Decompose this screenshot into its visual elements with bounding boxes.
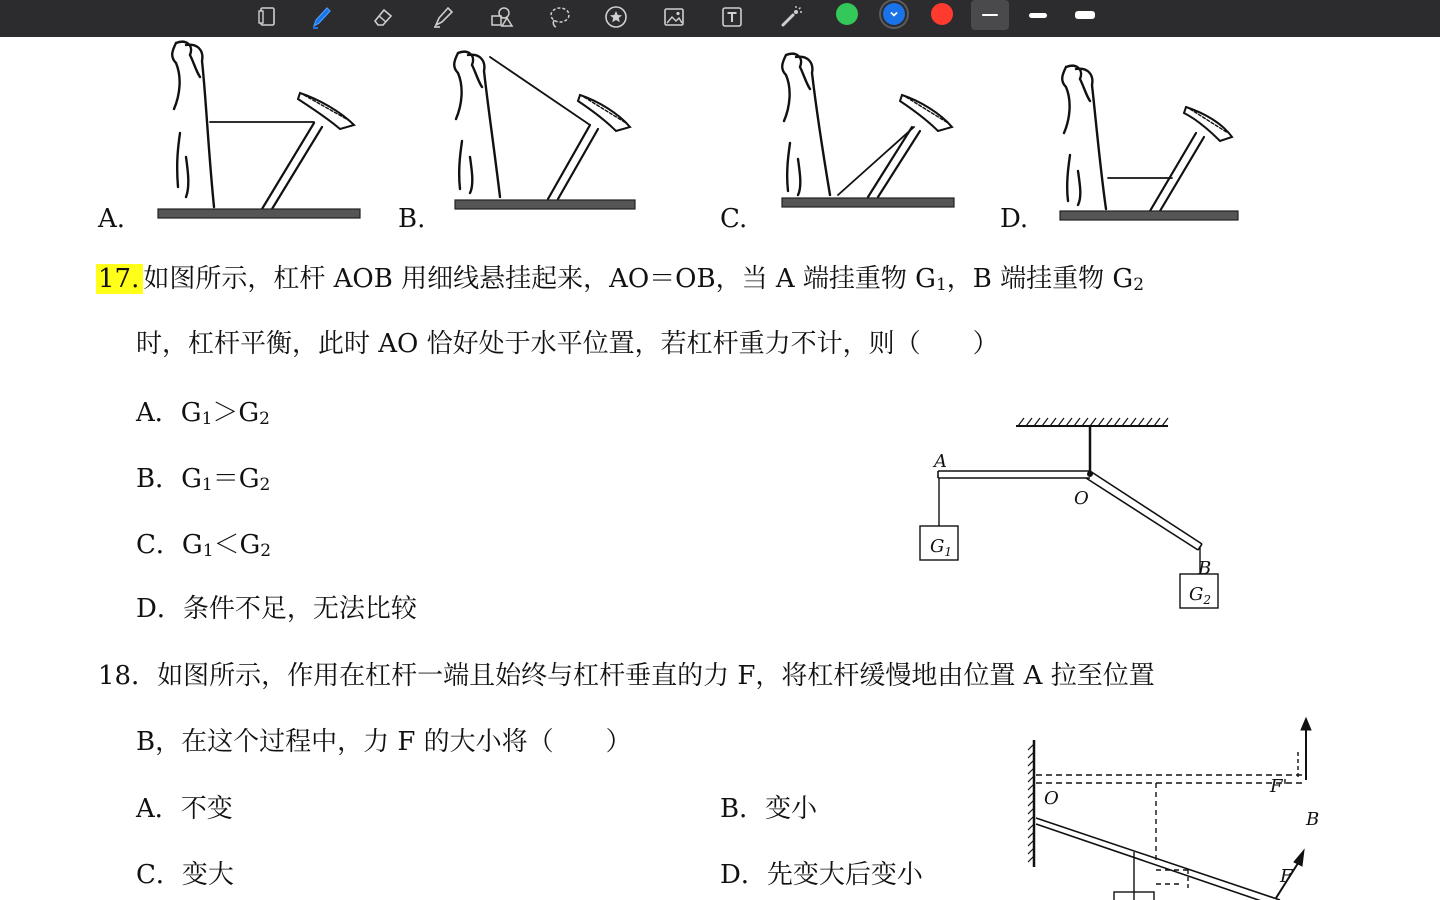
q16-option-c: C. bbox=[720, 204, 748, 234]
sticker-tool[interactable] bbox=[599, 2, 633, 32]
q17-stem-line2: 时，杠杆平衡，此时 AO 恰好处于水平位置，若杠杆重力不计，则（ ） bbox=[136, 329, 999, 359]
text-icon bbox=[719, 4, 745, 30]
laser-pointer-icon bbox=[778, 4, 804, 30]
q17-label-b: B bbox=[1198, 558, 1212, 579]
q17-option-d: D．条件不足，无法比较 bbox=[136, 594, 417, 624]
shapes-tool[interactable] bbox=[484, 2, 518, 32]
q18-label-f-prime: F' bbox=[1270, 776, 1288, 797]
text-tool[interactable] bbox=[715, 2, 749, 32]
chevron-down-icon bbox=[883, 3, 905, 25]
q16-figure-a bbox=[172, 42, 354, 209]
document-page bbox=[0, 37, 1440, 900]
annotation-toolbar bbox=[0, 0, 1440, 37]
q18-option-c: C．变大 bbox=[136, 860, 234, 890]
lasso-icon bbox=[546, 4, 572, 30]
eraser-icon bbox=[370, 4, 396, 30]
q17-stem-line1: 17. 如图所示，杠杆 AOB 用细线悬挂起来，AO＝OB，当 A 端挂重物 $G_1$，B 端挂重物 $G_2$ bbox=[98, 264, 1145, 295]
q17-option-b: B．$G_1=G_2$ bbox=[136, 464, 271, 495]
q17-label-a: A bbox=[934, 451, 947, 472]
color-green-swatch[interactable] bbox=[836, 3, 858, 25]
stroke-thick-button[interactable] bbox=[1066, 0, 1104, 30]
q18-option-a: A．不变 bbox=[136, 794, 233, 824]
q16-option-a: A. bbox=[98, 204, 126, 234]
pen-icon bbox=[308, 4, 334, 30]
q17-lever-figure bbox=[900, 412, 1230, 612]
q18-label-b: B bbox=[1306, 809, 1320, 830]
laser-pointer-tool[interactable] bbox=[774, 2, 808, 32]
q18-lever-figure bbox=[1010, 712, 1330, 900]
q17-label-g1: $G_1$ bbox=[930, 536, 953, 559]
lasso-tool[interactable] bbox=[542, 2, 576, 32]
q17-label-g2: $G_2$ bbox=[1189, 584, 1212, 607]
color-red-swatch[interactable] bbox=[931, 3, 953, 25]
q17-option-c: C．$G_1<G_2$ bbox=[136, 530, 272, 561]
q18-label-f: F bbox=[1280, 866, 1293, 887]
image-icon bbox=[661, 4, 687, 30]
page-icon bbox=[254, 4, 280, 30]
eraser-tool[interactable] bbox=[366, 2, 400, 32]
q17-option-a: A．$G_1>G_2$ bbox=[136, 398, 270, 429]
pen-tool[interactable] bbox=[304, 2, 338, 32]
color-blue-swatch[interactable] bbox=[883, 3, 905, 25]
stroke-thin-button[interactable] bbox=[971, 0, 1009, 30]
shapes-icon bbox=[488, 4, 514, 30]
q18-stem-line2: B，在这个过程中，力 F 的大小将（ ） bbox=[136, 727, 632, 757]
q16-option-d: D. bbox=[1000, 204, 1029, 234]
q18-option-d: D．先变大后变小 bbox=[720, 860, 923, 890]
q17-label-o: O bbox=[1074, 488, 1089, 509]
image-tool[interactable] bbox=[657, 2, 691, 32]
page-tool[interactable] bbox=[250, 2, 284, 32]
q18-option-b: B．变小 bbox=[720, 794, 818, 824]
star-icon bbox=[603, 4, 629, 30]
highlighter-tool[interactable] bbox=[426, 2, 460, 32]
q16-option-b: B. bbox=[398, 204, 426, 234]
highlighter-icon bbox=[430, 4, 456, 30]
q18-stem-line1: 18．如图所示，作用在杠杆一端且始终与杠杆垂直的力 F，将杠杆缓慢地由位置 A 拉至位置 bbox=[98, 661, 1155, 691]
stroke-medium-button[interactable] bbox=[1019, 0, 1057, 30]
q17-number-highlight: 17. bbox=[96, 264, 143, 294]
q18-label-o: O bbox=[1044, 788, 1059, 809]
